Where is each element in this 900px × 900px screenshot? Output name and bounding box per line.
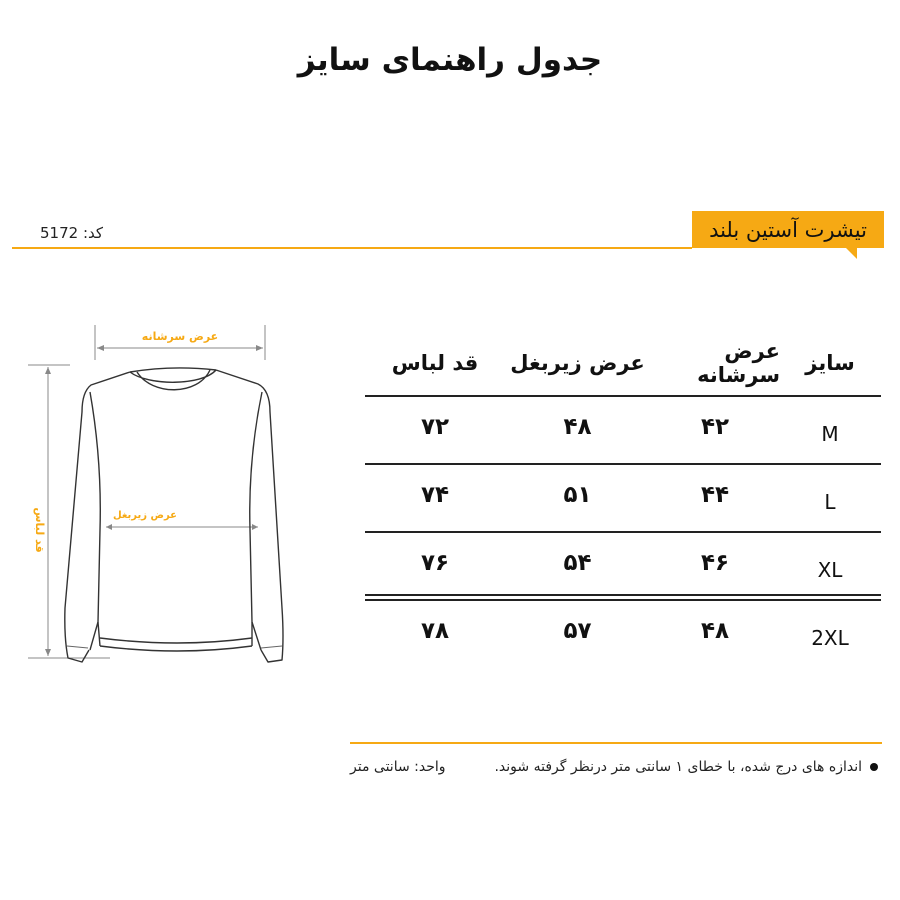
diagram-length-label: قد لباس (33, 507, 46, 553)
header-divider (12, 247, 692, 249)
product-name-tab (692, 211, 884, 248)
code-label: کد: (82, 224, 104, 242)
tolerance-note (494, 759, 878, 775)
page-title: جدول راهنمای سایز (297, 42, 603, 78)
cell-shoulder: ۴۸ (700, 618, 730, 644)
cell-chest: ۵۴ (563, 550, 592, 576)
cell-size: XL (817, 558, 843, 582)
product-name: تیشرت آستین بلند (709, 217, 867, 242)
cell-size: M (821, 422, 839, 446)
cell-size: L (824, 490, 836, 514)
size-table (365, 330, 881, 667)
cell-shoulder: ۴۲ (700, 414, 730, 440)
cell-shoulder: ۴۶ (700, 550, 730, 576)
table-bottom-border (365, 594, 881, 596)
cell-chest: ۵۱ (563, 482, 592, 508)
footer-divider (350, 742, 882, 744)
cell-shoulder: ۴۴ (700, 482, 730, 508)
cell-length: ۷۶ (420, 550, 450, 576)
product-code (40, 224, 103, 242)
header-size: سایز (805, 350, 855, 375)
header-length: قد لباس (391, 350, 479, 375)
cell-size: 2XL (811, 626, 849, 650)
table-row (365, 463, 881, 531)
diagram-chest-label: عرض زیربغل (112, 510, 178, 521)
bullet-icon (870, 763, 878, 771)
cell-chest: ۵۷ (563, 618, 592, 644)
cell-length: ۷۸ (420, 618, 450, 644)
table-row (365, 531, 881, 599)
shirt-diagram (20, 320, 320, 670)
table-row (365, 395, 881, 463)
diagram-shoulder-label: عرض سرشانه (141, 330, 219, 343)
cell-chest: ۴۸ (563, 414, 592, 440)
cell-length: ۷۴ (420, 482, 450, 508)
unit-note: واحد: سانتی متر (350, 759, 446, 775)
table-row (365, 599, 881, 667)
table-header (365, 330, 881, 395)
shirt-outline-icon (20, 320, 320, 670)
cell-length: ۷۲ (420, 414, 450, 440)
tolerance-note-text: اندازه های درج شده، با خطای ۱ سانتی متر درنظر گرفته شوند. (494, 759, 862, 775)
header-chest: عرض زیربغل (510, 350, 645, 375)
code-value: 5172 (40, 224, 79, 242)
header-shoulder: عرض سرشانه (697, 338, 780, 387)
product-tab-tail (846, 248, 857, 259)
